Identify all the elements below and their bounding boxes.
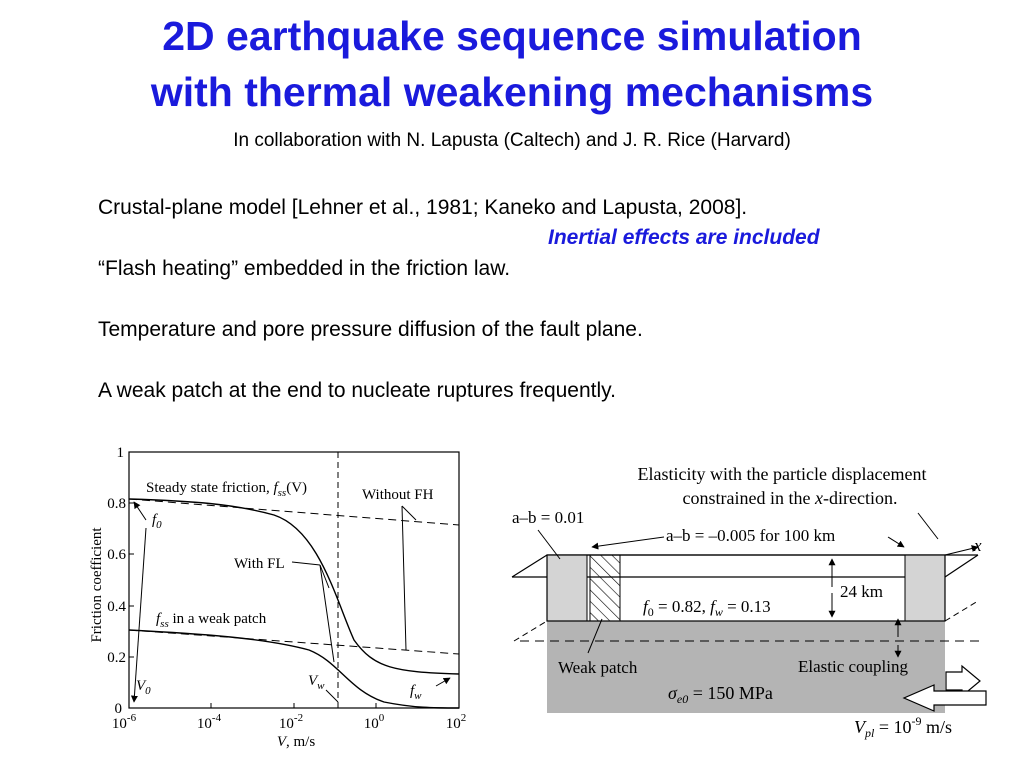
x-axis-label: x — [974, 536, 982, 555]
y-tick-marks — [129, 452, 134, 708]
slab-right-edge — [945, 555, 978, 577]
x-tick-label: $10^2$ — [445, 712, 467, 732]
y-tick-label: 1 — [116, 445, 124, 461]
slide-title-line2: with thermal weakening mechanisms — [150, 69, 874, 115]
bottom-dashed-right — [945, 601, 978, 621]
without-fh-pointer-2 — [402, 506, 406, 650]
ab-mid-arrow-left — [592, 537, 664, 547]
fw-arrow — [436, 678, 450, 686]
y-tick-label: 0.8 — [107, 496, 126, 512]
v0-label: $V_0$ — [136, 678, 151, 697]
f0-arrow-up — [134, 502, 146, 520]
steady-state-curve — [129, 499, 459, 674]
slab-left-edge — [512, 555, 547, 577]
bullet-crustal-plane: Crustal-plane model [Lehner et al., 1981; Kaneko and Lapusta, 2008]. — [98, 196, 748, 219]
vpl-label: $V_{pl} = 10^{-9}$ m/s — [854, 714, 953, 740]
ab-mid-arrow-right — [888, 537, 904, 547]
sigma-label: $\sigma_{e0} = 150$ MPa — [668, 683, 773, 706]
x-tick-label: $10^{-6}$ — [111, 712, 137, 732]
y-tick-label: 0.2 — [107, 650, 126, 666]
steady-state-label: Steady state friction, $f_{ss}(V)$ — [146, 480, 308, 499]
y-axis-label: Friction coefficient — [89, 527, 105, 643]
fw-label: $f_w$ — [410, 683, 422, 702]
bullet-diffusion: Temperature and pore pressure diffusion of the fault plane. — [98, 318, 643, 341]
left-vs-zone — [547, 555, 587, 621]
fss-weak-label: $f_{ss}$ in a weak patch — [156, 611, 267, 630]
caption-pointer — [918, 513, 938, 539]
ab-mid-label: a–b = –0.005 for 100 km — [666, 526, 836, 545]
y-tick-label: 0 — [114, 701, 122, 717]
y-tick-label: 0.4 — [107, 599, 126, 615]
x-tick-label: $10^{-2}$ — [278, 712, 304, 732]
without-fh-pointer — [402, 506, 416, 520]
slide-title-line1: 2D earthquake sequence simulation — [162, 13, 862, 59]
x-axis-label: V, m/s — [276, 734, 316, 750]
without-fh-label: Without FH — [362, 487, 434, 503]
weak-patch-hatch — [590, 555, 620, 621]
with-fl-pointer-3 — [320, 565, 334, 662]
diagram-caption-line1: Elasticity with the particle displacement — [637, 464, 927, 484]
bullet-weak-patch: A weak patch at the end to nucleate ruptures frequently. — [98, 379, 616, 402]
vw-pointer — [326, 690, 338, 702]
model-diagram — [500, 455, 1000, 755]
diagram-caption-line2: constrained in the x-direction. — [682, 488, 898, 508]
with-fl-label: With FL — [234, 556, 285, 572]
depth-label: 24 km — [840, 582, 883, 601]
elastic-coupling-label: Elastic coupling — [798, 657, 909, 676]
x-tick-label: $10^{-4}$ — [196, 712, 222, 732]
with-fl-pointer — [292, 562, 320, 565]
weak-patch-label: Weak patch — [558, 658, 638, 677]
right-vs-zone — [905, 555, 945, 621]
ab-left-label: a–b = 0.01 — [512, 508, 585, 527]
bottom-dashed-left — [514, 621, 547, 641]
friction-plot — [84, 440, 484, 760]
inertial-note: Inertial effects are included — [548, 226, 820, 249]
bullet-flash-heating: “Flash heating” embedded in the friction law. — [98, 257, 511, 280]
vw-label: $V_w$ — [308, 673, 325, 692]
slide-subtitle: In collaboration with N. Lapusta (Caltech) and J. R. Rice (Harvard) — [233, 130, 791, 151]
friction-params-label: $f_0 = 0.82$, $f_w = 0.13$ — [643, 597, 771, 619]
f0-arrow-down — [134, 528, 146, 702]
y-tick-label: 0.6 — [107, 547, 126, 563]
f0-label: $f_0$ — [152, 512, 162, 531]
x-tick-label: $10^0$ — [363, 712, 385, 732]
